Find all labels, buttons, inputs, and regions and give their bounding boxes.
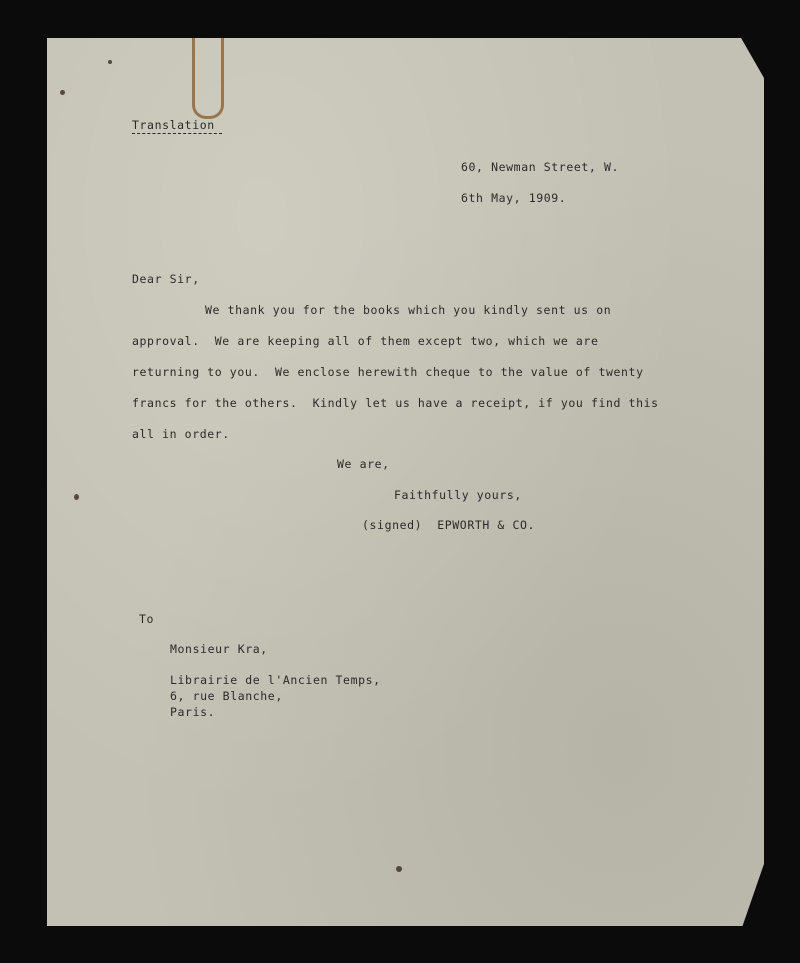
body-line: francs for the others. Kindly let us have a receipt, if you find this [132,396,659,410]
document-heading: Translation [132,118,215,132]
body-line: all in order. [132,427,230,441]
signature: (signed) EPWORTH & CO. [362,518,536,532]
recipient-name: Monsieur Kra, [170,642,268,656]
body-line: returning to you. We enclose herewith cheque to the value of twenty [132,365,644,379]
body-line: We thank you for the books which you kindly sent us on [205,303,612,317]
letter-sheet [47,38,764,926]
closing-line: We are, [337,457,390,471]
body-line: approval. We are keeping all of them except two, which we are [132,334,599,348]
paperclip-mark [192,38,224,119]
closing-line: Faithfully yours, [394,488,522,502]
sender-address: 60, Newman Street, W. [461,160,619,174]
recipient-address-line: Librairie de l'Ancien Temps, [170,673,381,687]
recipient-address-line: 6, rue Blanche, [170,689,283,703]
letter-date: 6th May, 1909. [461,191,567,205]
paper-stain [60,90,65,95]
paper-stain [108,60,112,64]
to-label: To [139,612,155,626]
recipient-address-line: Paris. [170,705,216,719]
paper-stain [74,494,79,500]
paper-stain [396,866,402,872]
heading-underline [132,133,222,134]
salutation: Dear Sir, [132,272,200,286]
